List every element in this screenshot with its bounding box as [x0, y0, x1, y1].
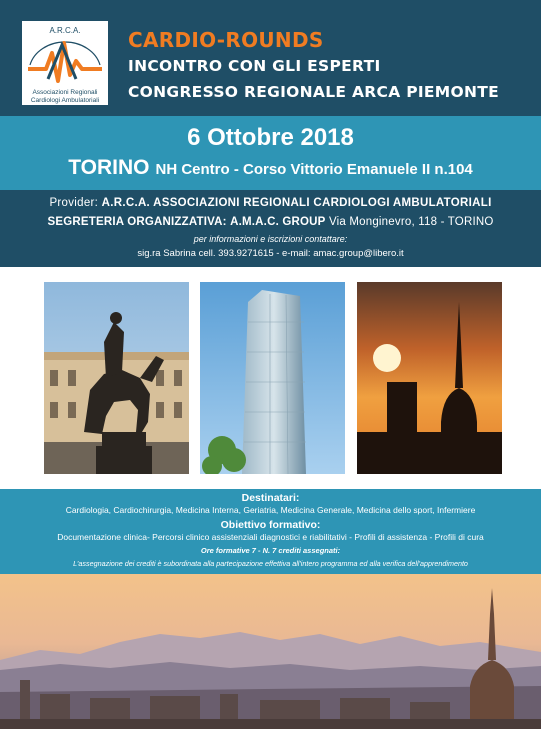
photo-equestrian-statue: [44, 282, 189, 474]
info-text: per informazioni e iscrizioni contattare:: [193, 234, 348, 244]
provider-label: Provider:: [49, 197, 99, 209]
logo-line-1: Associazioni Regionali: [32, 89, 98, 96]
secretariat-label: SEGRETERIA ORGANIZZATIVA:: [47, 216, 227, 228]
photo-sunset-mole: [357, 282, 502, 474]
recipients-title: Destinatari:: [241, 492, 300, 504]
contact-text: sig.ra Sabrina cell. 393.9271615 - e-mail: amac.group@libero.it: [137, 248, 404, 259]
recipients-text: Cardiologia, Cardiochirurgia, Medicina Interna, Geriatria, Medicina Generale, Medicina dello sport, Infermiere: [65, 505, 476, 515]
event-title: CARDIO-ROUNDS: [128, 28, 324, 52]
provider-name: A.R.C.A. ASSOCIAZIONI REGIONALI CARDIOLOGI AMBULATORIALI: [101, 197, 492, 209]
event-city: TORINO: [68, 156, 150, 179]
logo-line-2: Cardiologi Ambulatoriali: [30, 97, 100, 104]
organizer-band: [0, 190, 541, 267]
header-band: [0, 0, 541, 116]
event-date: 6 Ottobre 2018: [187, 124, 354, 151]
event-venue: NH Centro - Corso Vittorio Emanuele II n.104: [155, 161, 473, 178]
credits-text: Ore formative 7 - N. 7 crediti assegnati:: [200, 546, 341, 555]
date-band: [0, 116, 541, 190]
objective-title: Obiettivo formativo:: [220, 519, 321, 531]
arca-logo-mark-icon: [22, 21, 108, 91]
secretariat-name: A.M.A.C. GROUP: [230, 216, 326, 228]
photo-skyscraper: [200, 282, 345, 474]
arca-logo: [22, 21, 108, 105]
credits-note: L'assegnazione dei crediti è subordinata alla partecipazione effettiva all'intero programma ed alla verifica dell'apprendimento: [73, 559, 468, 568]
logo-arc-text: A.R.C.A.: [49, 26, 81, 35]
location-line: [0, 156, 541, 180]
event-subtitle-1: INCONTRO CON GLI ESPERTI: [128, 57, 381, 75]
event-subtitle-2: CONGRESSO REGIONALE ARCA PIEMONTE: [128, 83, 500, 101]
provider-line: [0, 197, 541, 209]
objective-text: Documentazione clinica- Percorsi clinico assistenziali diagnostici e riabilitativi - Profili di assistenza - Profili di cura: [57, 532, 484, 542]
secretariat-address: Via Monginevro, 118 - TORINO: [328, 216, 494, 228]
secretariat-line: [0, 216, 541, 228]
panorama-image: [0, 574, 541, 729]
details-band: [0, 489, 541, 574]
